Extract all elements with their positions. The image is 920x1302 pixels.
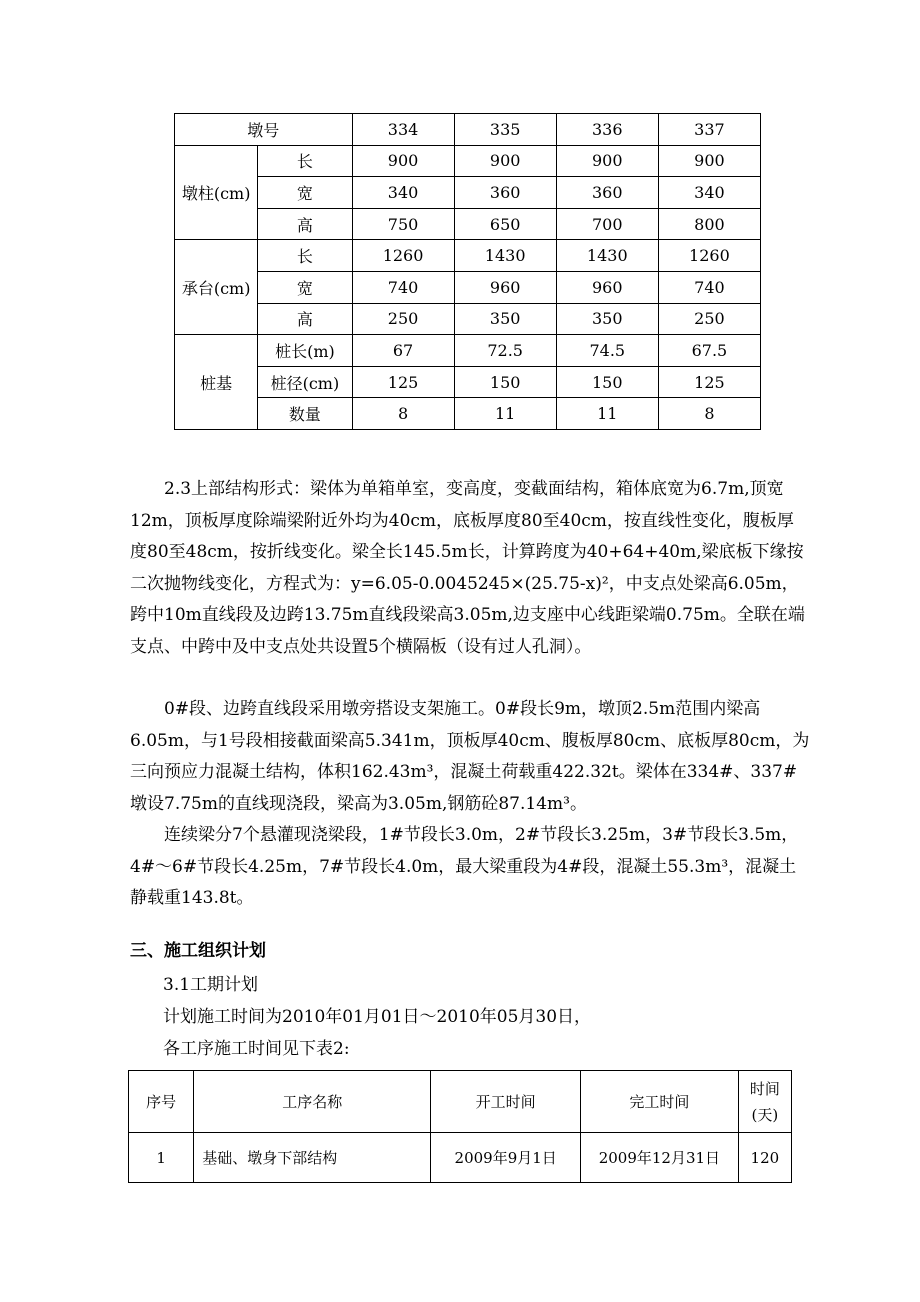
table-cell: 8 xyxy=(352,398,454,430)
row-label: 高 xyxy=(258,303,352,335)
table-row xyxy=(129,1133,792,1183)
schedule-table xyxy=(128,1070,792,1183)
row-label: 长 xyxy=(258,145,352,177)
table-cell: 740 xyxy=(352,271,454,303)
group-label: 墩柱(cm) xyxy=(175,145,258,240)
table-row xyxy=(175,240,761,272)
table-cell: 700 xyxy=(556,208,658,240)
header-cell: 工序名称 xyxy=(194,1071,431,1133)
table-intro: 各工序施工时间见下表2: xyxy=(163,1039,350,1059)
table-header-row xyxy=(129,1071,792,1133)
row-label: 长 xyxy=(258,240,352,272)
table-cell: 900 xyxy=(352,145,454,177)
table-cell: 67.5 xyxy=(658,335,760,367)
sub-heading: 3.1工期计划 xyxy=(163,975,259,995)
table-cell: 340 xyxy=(658,177,760,209)
table-cell: 2009年9月1日 xyxy=(431,1133,581,1183)
table-cell: 960 xyxy=(454,271,556,303)
table-cell: 11 xyxy=(454,398,556,430)
table-cell: 72.5 xyxy=(454,335,556,367)
table-cell: 900 xyxy=(454,145,556,177)
row-label: 桩径(cm) xyxy=(258,366,352,398)
table-row xyxy=(175,398,761,430)
group-label: 承台(cm) xyxy=(175,240,258,335)
table-cell: 900 xyxy=(658,145,760,177)
row-label: 高 xyxy=(258,208,352,240)
cantilever-paragraph: 连续梁分7个悬灌现浇梁段，1#节段长3.0m，2#节段长3.25m，3#节段长3.5m，4#～6#节段长4.25m，7#节段长4.0m，最大梁重段为4#段，混凝土55.3m³，混凝土静载重143.8t。 xyxy=(130,825,799,908)
pier-parameter-table xyxy=(174,113,761,430)
table-row xyxy=(175,145,761,177)
header-pier-id: 336 xyxy=(556,114,658,146)
section-heading: 三、施工组织计划 xyxy=(130,941,266,961)
header-cell: 开工时间 xyxy=(431,1071,581,1133)
table-cell: 360 xyxy=(556,177,658,209)
table-cell: 120 xyxy=(738,1133,791,1183)
table-cell: 250 xyxy=(658,303,760,335)
table-header-row xyxy=(175,114,761,146)
table-cell: 125 xyxy=(352,366,454,398)
table-cell: 125 xyxy=(658,366,760,398)
header-pier-id: 337 xyxy=(658,114,760,146)
row-label: 宽 xyxy=(258,271,352,303)
table-cell: 960 xyxy=(556,271,658,303)
header-pier-id: 334 xyxy=(352,114,454,146)
table-cell: 360 xyxy=(454,177,556,209)
table-cell: 350 xyxy=(556,303,658,335)
segment-zero-paragraph: 0#段、边跨直线段采用墩旁搭设支架施工。0#段长9m，墩顶2.5m范围内梁高6.05m，与1号段相接截面梁高5.341m，顶板厚40cm、腹板厚80cm、底板厚80cm，为三向预应力混凝土结构，体积162.43m³，混凝土荷载重422.32t。梁体在334#、337#墩设7.75m的直线现浇段，梁高为3.05m,钢筋砼87.14m³。 xyxy=(130,699,810,814)
header-cell: 时间(天) xyxy=(738,1071,791,1133)
table-cell: 74.5 xyxy=(556,335,658,367)
table-cell: 1430 xyxy=(556,240,658,272)
table-cell: 350 xyxy=(454,303,556,335)
table-cell: 11 xyxy=(556,398,658,430)
table-row xyxy=(175,208,761,240)
table-cell: 340 xyxy=(352,177,454,209)
table-cell: 8 xyxy=(658,398,760,430)
row-label: 数量 xyxy=(258,398,352,430)
table-cell: 800 xyxy=(658,208,760,240)
table-cell: 1430 xyxy=(454,240,556,272)
table-row xyxy=(175,177,761,209)
table-cell: 1260 xyxy=(352,240,454,272)
header-pier-label: 墩号 xyxy=(175,114,353,146)
table-cell: 1260 xyxy=(658,240,760,272)
table-row xyxy=(175,366,761,398)
table-cell: 650 xyxy=(454,208,556,240)
row-label: 宽 xyxy=(258,177,352,209)
table-cell: 2009年12月31日 xyxy=(581,1133,739,1183)
table-cell: 900 xyxy=(556,145,658,177)
table-cell: 67 xyxy=(352,335,454,367)
header-pier-id: 335 xyxy=(454,114,556,146)
table-cell: 250 xyxy=(352,303,454,335)
table-cell: 740 xyxy=(658,271,760,303)
table-cell: 基础、墩身下部结构 xyxy=(194,1133,431,1183)
header-cell: 完工时间 xyxy=(581,1071,739,1133)
table-row xyxy=(175,271,761,303)
group-label: 桩基 xyxy=(175,335,258,430)
row-label: 桩长(m) xyxy=(258,335,352,367)
table-cell: 150 xyxy=(556,366,658,398)
table-row xyxy=(175,335,761,367)
plan-line: 计划施工时间为2010年01月01日～2010年05月30日， xyxy=(163,1007,592,1027)
table-cell: 750 xyxy=(352,208,454,240)
header-cell: 序号 xyxy=(129,1071,194,1133)
structure-paragraph: 2.3上部结构形式：梁体为单箱单室，变高度，变截面结构，箱体底宽为6.7m,顶宽12m，顶板厚度除端梁附近外均为40cm，底板厚度80至40cm，按直线性变化，腹板厚度80至48cm，按折线变化。梁全长145.5m长，计算跨度为40+64+40m,梁底板下缘按二次抛物线变化，方程式为：y=6.05-0.0045245×(25.75-x)²，中支点处梁高6.05m，跨中10m直线段及边跨13.75m直线段梁高3.05m,边支座中心线距梁端0.75m。全联在端支点、中跨中及中支点处共设置5个横隔板（设有过人孔洞）。 xyxy=(130,479,805,657)
table-row xyxy=(175,303,761,335)
table-cell: 150 xyxy=(454,366,556,398)
table-cell: 1 xyxy=(129,1133,194,1183)
